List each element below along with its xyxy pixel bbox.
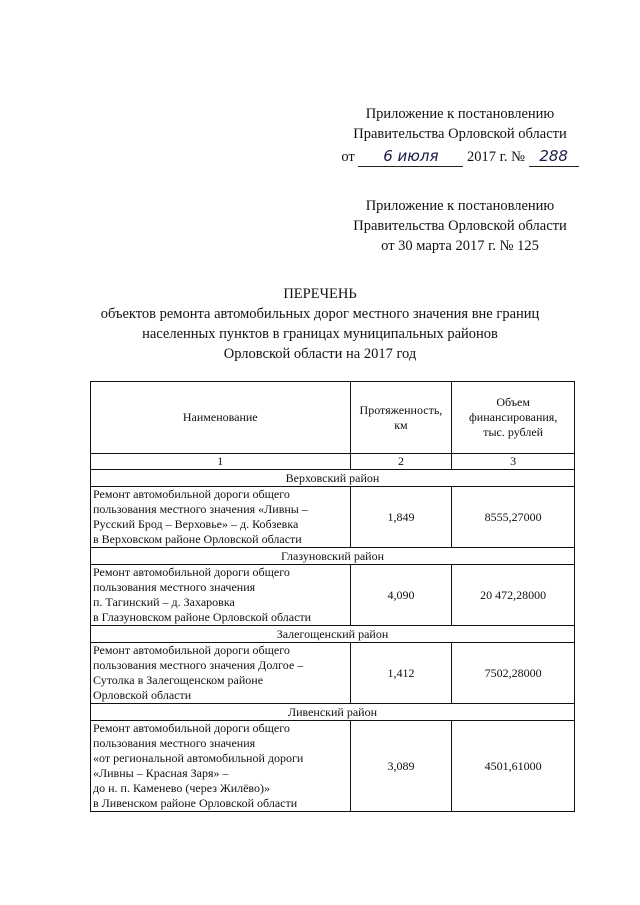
- region-row: [91, 704, 575, 721]
- title-line-2: населенных пунктов в границах муниципальных районов: [142, 326, 498, 342]
- amendment-date-line: [330, 146, 590, 167]
- title-heading: ПЕРЕЧЕНЬ: [283, 286, 357, 302]
- amendment-header: [330, 104, 590, 167]
- column-number: 3: [452, 454, 575, 470]
- table-header-row: [91, 382, 575, 454]
- original-line-1: Приложение к постановлению: [365, 198, 555, 214]
- road-repair-table: [90, 381, 575, 812]
- column-number: 1: [91, 454, 351, 470]
- object-length: 1,849: [350, 487, 452, 548]
- object-length: 4,090: [350, 565, 452, 626]
- region-name: Залегощенский район: [91, 626, 575, 643]
- object-funding: 4501,61000: [452, 721, 575, 812]
- region-row: [91, 548, 575, 565]
- object-name: Ремонт автомобильной дороги общего пользования местного значения Долгое – Сутолка в Залегощенском районе Орловской области: [91, 643, 351, 704]
- object-funding: 8555,27000: [452, 487, 575, 548]
- title-line-3: Орловской области на 2017 год: [223, 346, 417, 362]
- object-name: Ремонт автомобильной дороги общего пользования местного значения п. Тагинский – д. Захаровка в Глазуновском районе Орловской области: [91, 565, 351, 626]
- table-row: [91, 643, 575, 704]
- region-row: [91, 626, 575, 643]
- table-row: [91, 487, 575, 548]
- object-funding: 7502,28000: [452, 643, 575, 704]
- date-prefix: от: [341, 149, 355, 165]
- object-name: Ремонт автомобильной дороги общего пользования местного значения «Ливны – Русский Брод – Верховье» – д. Кобзевка в Верховском районе Орловской области: [91, 487, 351, 548]
- object-name: Ремонт автомобильной дороги общего пользования местного значения «от региональной автомобильной дороги «Ливны – Красная Заря» – до н. п. Каменево (через Жилёво)» в Ливенском районе Орловской области: [91, 721, 351, 812]
- header-length: Протяженность, км: [350, 382, 452, 454]
- column-number: 2: [350, 454, 452, 470]
- title-line-1: объектов ремонта автомобильных дорог местного значения вне границ: [100, 306, 540, 322]
- object-length: 1,412: [350, 643, 452, 704]
- handwritten-number: 288: [529, 146, 579, 167]
- handwritten-date: 6 июля: [358, 146, 463, 167]
- document-title: [60, 284, 580, 364]
- original-line-3: от 30 марта 2017 г. № 125: [381, 238, 539, 254]
- table-row: [91, 721, 575, 812]
- date-year-number: 2017 г. №: [467, 149, 526, 165]
- original-line-2: Правительства Орловской области: [353, 218, 567, 234]
- object-funding: 20 472,28000: [452, 565, 575, 626]
- amendment-line-1: Приложение к постановлению: [365, 106, 555, 122]
- original-header: [330, 196, 590, 256]
- region-name: Ливенский район: [91, 704, 575, 721]
- region-row: [91, 470, 575, 487]
- column-number-row: [91, 454, 575, 470]
- region-name: Глазуновский район: [91, 548, 575, 565]
- header-funding: Объем финансирования, тыс. рублей: [452, 382, 575, 454]
- object-length: 3,089: [350, 721, 452, 812]
- amendment-line-2: Правительства Орловской области: [353, 126, 567, 142]
- region-name: Верховский район: [91, 470, 575, 487]
- table-row: [91, 565, 575, 626]
- header-name: Наименование: [91, 382, 351, 454]
